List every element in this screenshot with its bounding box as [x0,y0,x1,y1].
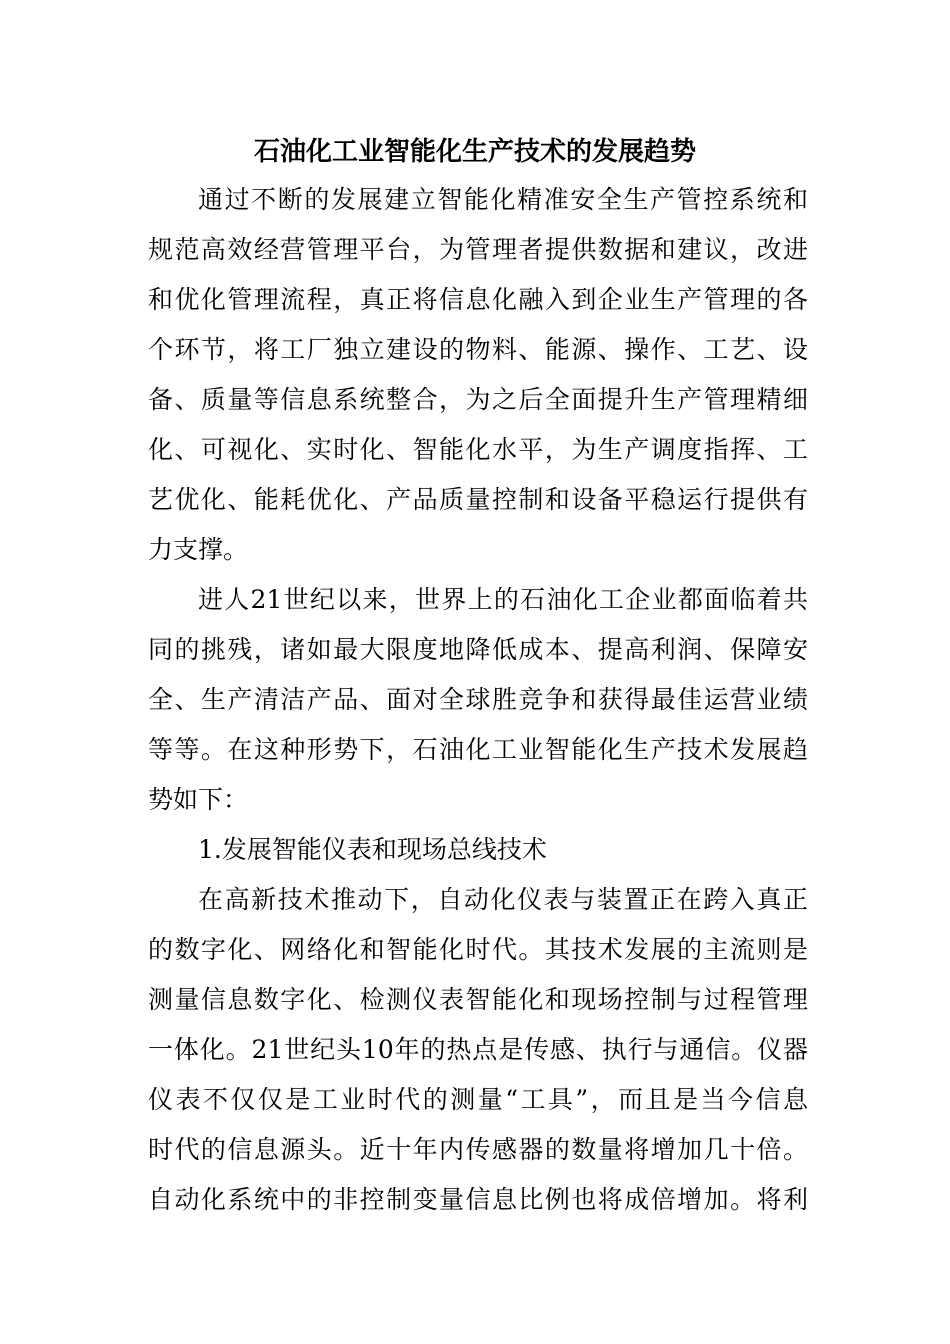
paragraph-2-line-1: 进人21世纪以来，世界上的石油化工企业都面临着共 [198,585,808,614]
paragraph-3-line-1: 在高新技术推动下，自动化仪表与装置正在跨入真正 [198,885,808,914]
paragraph-1-line-4: 个环节，将工厂独立建设的物料、能源、操作、工艺、设 [148,335,808,364]
paragraph-1-line-1: 通过不断的发展建立智能化精准安全生产管控系统和 [198,185,808,214]
paragraph-1-line-3: 和优化管理流程，真正将信息化融入到企业生产管理的各 [148,285,808,314]
paragraph-1-line-7: 艺优化、能耗优化、产品质量控制和设备平稳运行提供有 [148,485,808,514]
paragraph-3-line-7: 自动化系统中的非控制变量信息比例也将成倍增加。将利 [148,1185,808,1214]
paragraph-2-line-4: 等等。在这种形势下，石油化工业智能化生产技术发展趋 [148,735,808,764]
paragraph-3-line-5: 仪表不仅仅是工业时代的测量“工具”，而且是当今信息 [148,1085,808,1114]
paragraph-2-line-5: 势如下： [148,785,249,814]
paragraph-1-line-2: 规范高效经营管理平台，为管理者提供数据和建议，改进 [148,235,808,264]
paragraph-3-line-3: 测量信息数字化、检测仪表智能化和现场控制与过程管理 [148,985,808,1014]
section-heading-1: 1.发展智能仪表和现场总线技术 [198,835,547,864]
paragraph-1-line-6: 化、可视化、实时化、智能化水平，为生产调度指挥、工 [148,435,808,464]
paragraph-3-line-4: 一体化。21世纪头10年的热点是传感、执行与通信。仪器 [148,1035,808,1064]
paragraph-2-line-3: 全、生产清洁产品、面对全球胜竞争和获得最佳运营业绩 [148,685,808,714]
document-title: 石油化工业智能化生产技术的发展趋势 [253,137,696,167]
paragraph-1-line-5: 备、质量等信息系统整合，为之后全面提升生产管理精细 [148,385,808,414]
paragraph-1-line-8: 力支撑。 [148,535,249,564]
paragraph-3-line-6: 时代的信息源头。近十年内传感器的数量将增加几十倍。 [148,1135,808,1164]
paragraph-2-line-2: 同的挑残，诸如最大限度地降低成本、提高利润、保障安 [148,635,808,664]
paragraph-3-line-2: 的数字化、网络化和智能化时代。其技术发展的主流则是 [148,935,808,964]
